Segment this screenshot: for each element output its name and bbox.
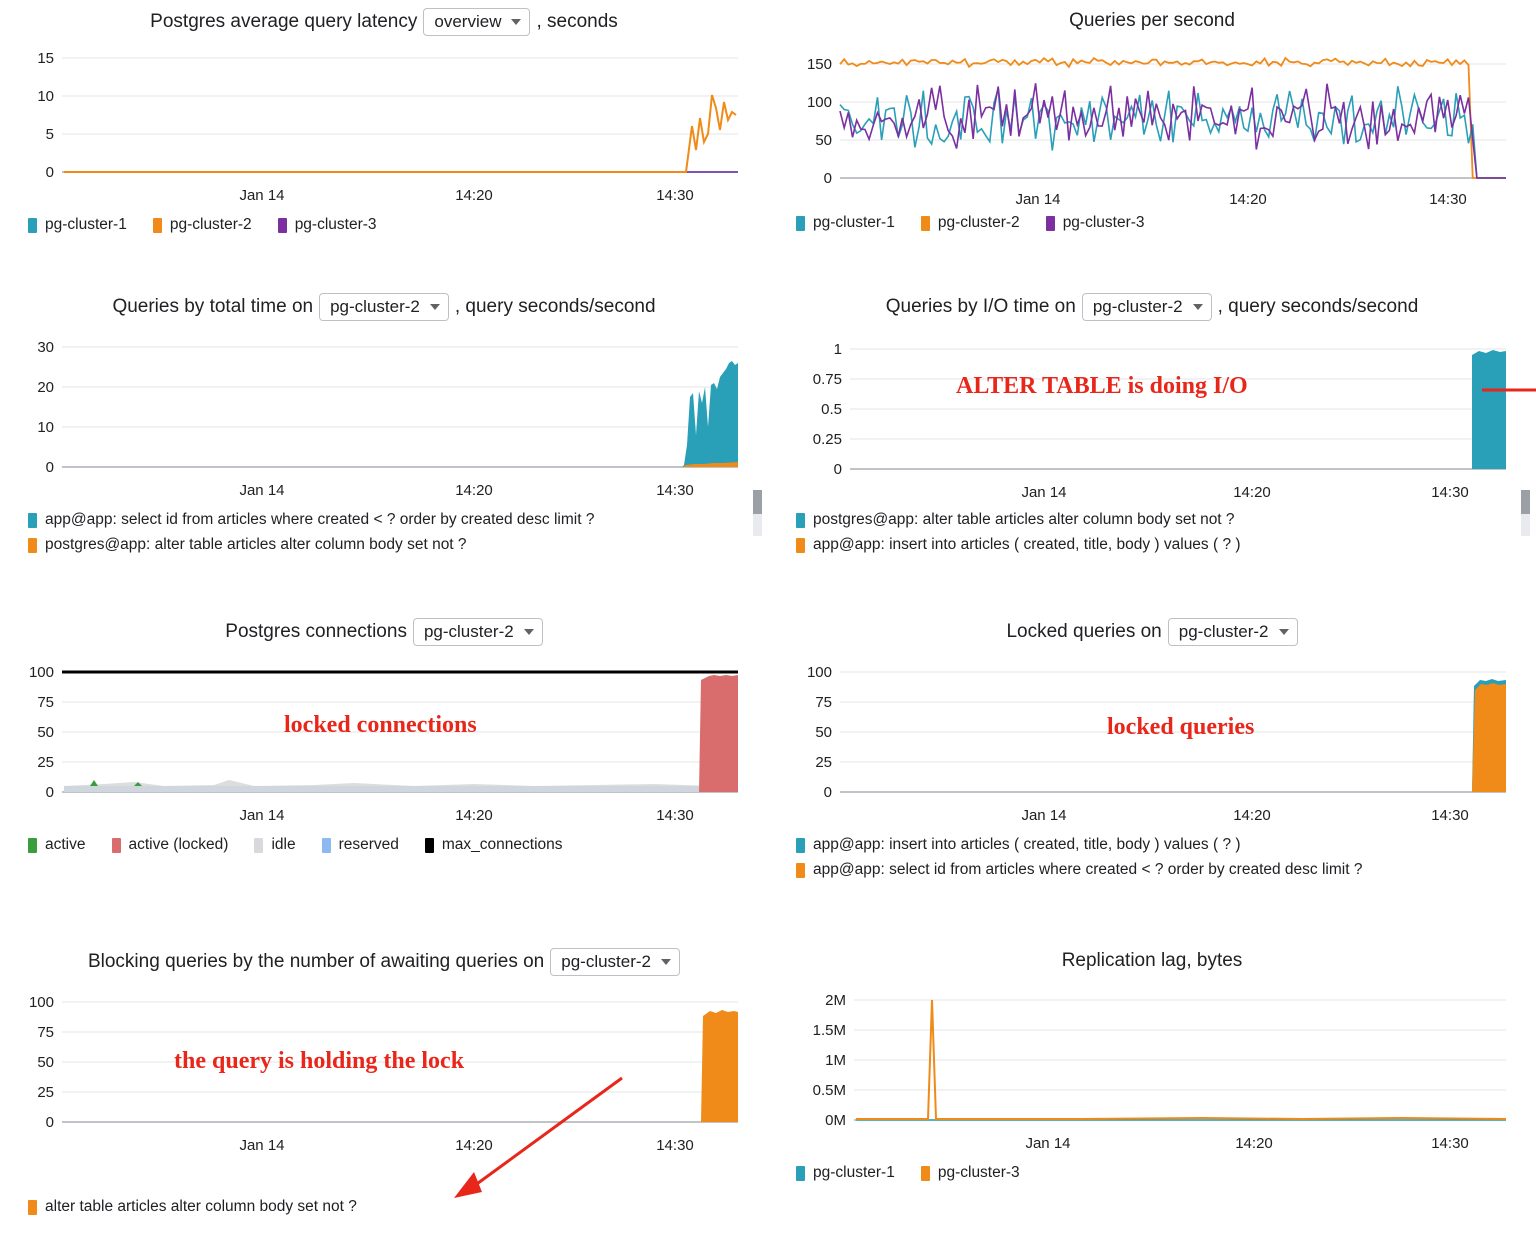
svg-text:0: 0 bbox=[45, 164, 54, 181]
svg-text:50: 50 bbox=[37, 1054, 54, 1071]
svg-text:30: 30 bbox=[37, 339, 54, 356]
legend-label: idle bbox=[271, 836, 296, 853]
legend-swatch-icon bbox=[796, 216, 805, 231]
cluster-selector-value: overview bbox=[434, 12, 502, 31]
panel-title-prefix: Postgres connections bbox=[225, 621, 407, 642]
svg-text:0: 0 bbox=[45, 459, 54, 476]
legend-item[interactable] bbox=[796, 214, 895, 232]
legend-swatch-icon bbox=[921, 216, 930, 231]
svg-text:0M: 0M bbox=[825, 1112, 846, 1129]
annotation-locked-connections: locked connections bbox=[284, 712, 477, 738]
legend-item[interactable] bbox=[796, 536, 1522, 554]
cluster-selector-value: pg-cluster-2 bbox=[1092, 297, 1183, 316]
annotation-arrow-blocking-down bbox=[164, 1072, 768, 1202]
legend-swatch-icon bbox=[28, 218, 37, 233]
svg-text:0: 0 bbox=[823, 170, 832, 187]
svg-text:Jan 14: Jan 14 bbox=[1015, 191, 1061, 208]
legend-swatch-icon bbox=[796, 1166, 805, 1181]
legend-scrollbar[interactable] bbox=[753, 490, 762, 536]
svg-text:150: 150 bbox=[806, 56, 832, 73]
legend-label: app@app: select id from articles where created < ? order by created desc limit ? bbox=[813, 861, 1363, 878]
legend-item[interactable] bbox=[28, 836, 86, 854]
legend-qps bbox=[782, 214, 1522, 232]
legend-label: pg-cluster-2 bbox=[937, 214, 1020, 231]
panel-title-queries-io-time bbox=[782, 293, 1522, 321]
svg-text:14:20: 14:20 bbox=[1233, 807, 1271, 824]
legend-item[interactable] bbox=[28, 536, 754, 554]
cluster-selector-blocking-queries[interactable] bbox=[550, 948, 680, 976]
cluster-selector-value: pg-cluster-2 bbox=[330, 297, 420, 316]
legend-item[interactable] bbox=[921, 1164, 1020, 1182]
legend-queries-total-time bbox=[14, 511, 754, 554]
svg-text:Jan 14: Jan 14 bbox=[239, 187, 285, 204]
legend-item[interactable] bbox=[28, 216, 127, 234]
panel-title-prefix: Postgres average query latency bbox=[150, 11, 418, 32]
chevron-down-icon bbox=[661, 959, 671, 965]
svg-text:15: 15 bbox=[37, 50, 54, 67]
panel-connections bbox=[0, 610, 768, 940]
legend-label: app@app: insert into articles ( created, title, body ) values ( ? ) bbox=[813, 536, 1241, 553]
legend-label: pg-cluster-2 bbox=[169, 216, 252, 233]
panel-locked-queries bbox=[768, 610, 1536, 940]
legend-label: postgres@app: alter table articles alter column body set not ? bbox=[45, 536, 467, 553]
svg-text:1: 1 bbox=[833, 341, 842, 358]
legend-item[interactable] bbox=[322, 836, 399, 854]
plot-locked-queries bbox=[782, 650, 1522, 830]
panel-queries-io-time bbox=[768, 285, 1536, 610]
svg-text:100: 100 bbox=[806, 94, 832, 111]
annotation-arrow-connections bbox=[537, 716, 768, 746]
svg-text:0: 0 bbox=[823, 784, 832, 801]
legend-scrollbar-thumb[interactable] bbox=[753, 490, 762, 514]
legend-queries-io-time bbox=[782, 511, 1522, 554]
panel-title-queries-total-time bbox=[14, 293, 754, 321]
legend-item[interactable] bbox=[112, 836, 229, 854]
panel-title-prefix: Locked queries on bbox=[1006, 621, 1162, 642]
cluster-selector-total-time[interactable] bbox=[319, 293, 449, 321]
legend-item[interactable] bbox=[254, 836, 295, 854]
legend-label: reserved bbox=[338, 836, 399, 853]
svg-text:14:30: 14:30 bbox=[1431, 484, 1469, 501]
panel-title-suffix: , seconds bbox=[536, 11, 618, 32]
svg-text:25: 25 bbox=[37, 754, 54, 771]
panel-title-prefix: Queries by total time on bbox=[112, 296, 314, 317]
svg-text:14:30: 14:30 bbox=[1431, 807, 1469, 824]
panel-title-prefix: Queries by I/O time on bbox=[885, 296, 1076, 317]
svg-text:0.25: 0.25 bbox=[812, 431, 842, 448]
svg-text:100: 100 bbox=[28, 994, 54, 1011]
svg-text:2M: 2M bbox=[825, 992, 846, 1009]
chevron-down-icon bbox=[511, 19, 521, 25]
annotation-alter-table-io: ALTER TABLE is doing I/O bbox=[956, 373, 1248, 399]
legend-label: pg-cluster-1 bbox=[45, 216, 127, 233]
legend-label: pg-cluster-3 bbox=[937, 1164, 1020, 1181]
cluster-selector-value: pg-cluster-2 bbox=[561, 952, 652, 971]
plot-queries-total-time bbox=[14, 325, 754, 505]
svg-text:100: 100 bbox=[806, 664, 832, 681]
svg-text:0: 0 bbox=[45, 784, 54, 801]
legend-swatch-icon bbox=[796, 538, 805, 553]
svg-text:14:30: 14:30 bbox=[656, 1137, 694, 1154]
panel-replication-lag bbox=[768, 940, 1536, 1243]
legend-item[interactable] bbox=[796, 861, 1522, 879]
legend-label: active (locked) bbox=[128, 836, 229, 853]
legend-avg-latency bbox=[14, 216, 754, 234]
svg-text:1M: 1M bbox=[825, 1052, 846, 1069]
svg-text:0: 0 bbox=[45, 1114, 54, 1131]
legend-item[interactable] bbox=[796, 836, 1522, 854]
svg-text:20: 20 bbox=[37, 379, 54, 396]
chevron-down-icon bbox=[1279, 629, 1289, 635]
chevron-down-icon bbox=[1193, 304, 1203, 310]
chevron-down-icon bbox=[524, 629, 534, 635]
legend-swatch-icon bbox=[278, 218, 287, 233]
svg-text:Jan 14: Jan 14 bbox=[239, 807, 285, 824]
panel-title-suffix: , query seconds/second bbox=[1217, 296, 1419, 317]
svg-text:Jan 14: Jan 14 bbox=[1021, 484, 1067, 501]
plot-qps bbox=[782, 38, 1522, 208]
panel-title-prefix: Replication lag, bytes bbox=[1061, 950, 1243, 971]
legend-label: app@app: insert into articles ( created, title, body ) values ( ? ) bbox=[813, 836, 1241, 853]
svg-text:50: 50 bbox=[815, 724, 832, 741]
legend-item[interactable] bbox=[796, 1164, 895, 1182]
legend-label: alter table articles alter column body set not ? bbox=[45, 1198, 357, 1215]
legend-swatch-icon bbox=[1046, 216, 1055, 231]
legend-swatch-icon bbox=[796, 838, 805, 853]
panel-title-suffix: , query seconds/second bbox=[454, 296, 656, 317]
annotation-arrow-io bbox=[1230, 375, 1536, 405]
svg-text:14:30: 14:30 bbox=[1431, 1135, 1469, 1152]
legend-item[interactable] bbox=[28, 511, 754, 529]
svg-text:14:30: 14:30 bbox=[1429, 191, 1467, 208]
legend-item[interactable] bbox=[1046, 214, 1145, 232]
annotation-holding-lock: the query is holding the lock bbox=[174, 1048, 465, 1074]
cluster-selector-value: pg-cluster-2 bbox=[1178, 622, 1269, 641]
svg-text:5: 5 bbox=[45, 126, 54, 143]
svg-text:14:20: 14:20 bbox=[455, 1137, 493, 1154]
svg-text:14:20: 14:20 bbox=[1229, 191, 1267, 208]
legend-label: app@app: select id from articles where created < ? order by created desc limit ? bbox=[45, 511, 595, 528]
svg-text:0: 0 bbox=[833, 461, 842, 478]
panel-qps bbox=[768, 0, 1536, 285]
panel-avg-latency bbox=[0, 0, 768, 285]
panel-title-avg-latency bbox=[14, 8, 754, 36]
svg-text:0.75: 0.75 bbox=[812, 371, 842, 388]
svg-text:Jan 14: Jan 14 bbox=[239, 1137, 285, 1154]
legend-label: active bbox=[45, 836, 86, 853]
svg-text:10: 10 bbox=[37, 88, 54, 105]
legend-swatch-icon bbox=[112, 838, 121, 853]
cluster-selector-locked-queries[interactable] bbox=[1168, 618, 1298, 646]
legend-swatch-icon bbox=[322, 838, 331, 853]
panel-blocking-queries bbox=[0, 940, 768, 1243]
legend-item[interactable] bbox=[425, 836, 563, 854]
svg-text:14:20: 14:20 bbox=[455, 482, 493, 499]
legend-swatch-icon bbox=[28, 538, 37, 553]
legend-swatch-icon bbox=[28, 1200, 37, 1215]
legend-label: pg-cluster-3 bbox=[294, 216, 377, 233]
svg-text:14:30: 14:30 bbox=[656, 482, 694, 499]
legend-swatch-icon bbox=[425, 838, 434, 853]
svg-text:25: 25 bbox=[37, 1084, 54, 1101]
panel-title-qps bbox=[782, 8, 1522, 34]
cluster-selector-overview[interactable] bbox=[423, 8, 530, 36]
panel-queries-total-time bbox=[0, 285, 768, 610]
legend-scrollbar[interactable] bbox=[1521, 490, 1530, 536]
svg-text:10: 10 bbox=[37, 419, 54, 436]
svg-text:1.5M: 1.5M bbox=[812, 1022, 846, 1039]
panel-title-prefix: Queries per second bbox=[1069, 10, 1235, 31]
legend-label: max_connections bbox=[441, 836, 563, 853]
svg-text:25: 25 bbox=[815, 754, 832, 771]
legend-item[interactable] bbox=[153, 216, 252, 234]
svg-text:14:20: 14:20 bbox=[455, 807, 493, 824]
annotation-arrow-locked-queries bbox=[1316, 718, 1536, 748]
legend-item[interactable] bbox=[921, 214, 1020, 232]
svg-text:50: 50 bbox=[815, 132, 832, 149]
panel-title-prefix: Blocking queries by the number of awaiting queries on bbox=[87, 951, 545, 972]
svg-text:14:30: 14:30 bbox=[656, 187, 694, 204]
legend-swatch-icon bbox=[796, 513, 805, 528]
legend-swatch-icon bbox=[796, 863, 805, 878]
legend-item[interactable] bbox=[278, 216, 377, 234]
legend-label: pg-cluster-1 bbox=[813, 1164, 895, 1181]
legend-item[interactable] bbox=[796, 511, 1522, 529]
annotation-locked-queries: locked queries bbox=[1107, 714, 1255, 740]
legend-scrollbar-thumb[interactable] bbox=[1521, 490, 1530, 514]
plot-connections bbox=[14, 650, 754, 830]
legend-label: pg-cluster-1 bbox=[813, 214, 895, 231]
svg-text:100: 100 bbox=[28, 664, 54, 681]
svg-text:Jan 14: Jan 14 bbox=[239, 482, 285, 499]
cluster-selector-connections[interactable] bbox=[413, 618, 543, 646]
svg-text:75: 75 bbox=[37, 1024, 54, 1041]
legend-swatch-icon bbox=[153, 218, 162, 233]
cluster-selector-value: pg-cluster-2 bbox=[423, 622, 514, 641]
panel-title-connections bbox=[14, 618, 754, 646]
cluster-selector-io-time[interactable] bbox=[1082, 293, 1212, 321]
legend-swatch-icon bbox=[28, 838, 37, 853]
legend-swatch-icon bbox=[254, 838, 263, 853]
svg-text:75: 75 bbox=[815, 694, 832, 711]
svg-text:14:20: 14:20 bbox=[1235, 1135, 1273, 1152]
svg-text:Jan 14: Jan 14 bbox=[1025, 1135, 1071, 1152]
legend-swatch-icon bbox=[921, 1166, 930, 1181]
legend-swatch-icon bbox=[28, 513, 37, 528]
plot-blocking-queries bbox=[14, 980, 754, 1160]
plot-replication-lag bbox=[782, 978, 1522, 1158]
legend-label: pg-cluster-3 bbox=[1062, 214, 1145, 231]
chevron-down-icon bbox=[430, 304, 440, 310]
plot-queries-io-time bbox=[782, 325, 1522, 505]
svg-text:0.5: 0.5 bbox=[821, 401, 842, 418]
svg-text:75: 75 bbox=[37, 694, 54, 711]
panel-title-replication-lag bbox=[782, 948, 1522, 974]
svg-text:Jan 14: Jan 14 bbox=[1021, 807, 1067, 824]
legend-replication-lag bbox=[782, 1164, 1522, 1182]
plot-avg-latency bbox=[14, 40, 754, 210]
svg-text:50: 50 bbox=[37, 724, 54, 741]
panel-title-locked-queries bbox=[782, 618, 1522, 646]
legend-label: postgres@app: alter table articles alter column body set not ? bbox=[813, 511, 1235, 528]
svg-text:14:30: 14:30 bbox=[656, 807, 694, 824]
svg-text:14:20: 14:20 bbox=[1233, 484, 1271, 501]
svg-text:14:20: 14:20 bbox=[455, 187, 493, 204]
legend-connections bbox=[14, 836, 754, 854]
svg-text:0.5M: 0.5M bbox=[812, 1082, 846, 1099]
panel-title-blocking-queries bbox=[14, 948, 754, 976]
legend-locked-queries bbox=[782, 836, 1522, 879]
